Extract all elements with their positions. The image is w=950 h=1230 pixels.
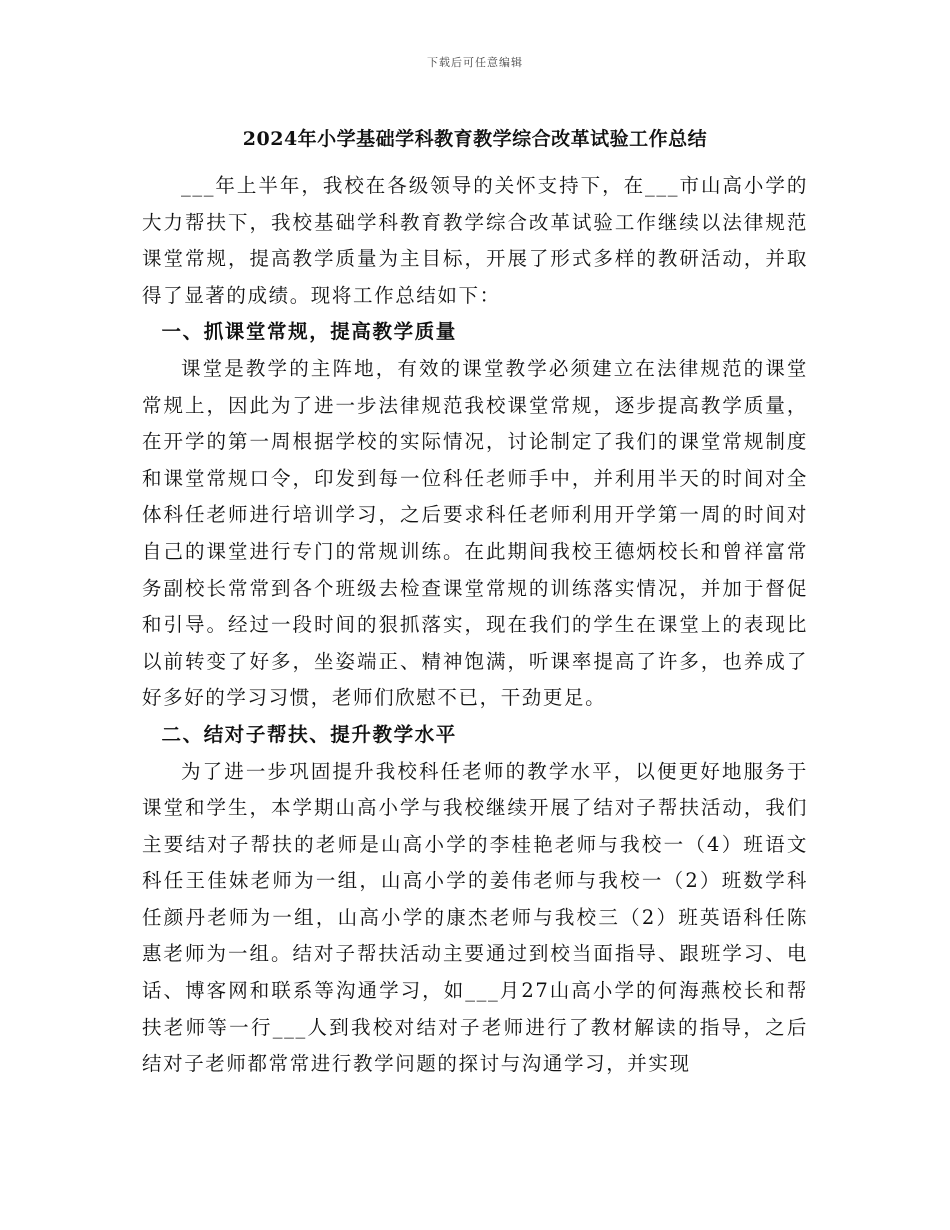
intro-paragraph: ___年上半年，我校在各级领导的关怀支持下，在___市山高小学的大力帮扶下，我校基础学科教育教学综合改革试验工作继续以法律规范课堂常规，提高教学质量为主目标，开展了形式多样的教研活动，并取得了显著的成绩。现将工作总结如下：	[142, 174, 808, 307]
document-body	[142, 168, 808, 1083]
header-note: 下载后可任意编辑	[427, 56, 523, 69]
section-heading-2: 二、结对子帮扶、提升教学水平	[161, 722, 457, 746]
document-title: 2024年小学基础学科教育教学综合改革试验工作总结	[242, 128, 708, 150]
section-heading-1: 一、抓课堂常规，提高教学质量	[161, 320, 457, 344]
section-body-2: 为了进一步巩固提升我校科任老师的教学水平，以便更好地服务于课堂和学生，本学期山高小学与我校继续开展了结对子帮扶活动，我们主要结对子帮扶的老师是山高小学的李桂艳老师与我校一（4）班语文科任王佳妹老师为一组，山高小学的姜伟老师与我校一（2）班数学科任颜丹老师为一组，山高小学的康杰老师与我校三（2）班英语科任陈惠老师为一组。结对子帮扶活动主要通过到校当面指导、跟班学习、电话、博客网和联系等沟通学习，如___月27山高小学的何海燕校长和帮扶老师等一行___人到我校对结对子老师进行了教材解读的指导，之后结对子老师都常常进行教学问题的探讨与沟通学习，并实现	[142, 759, 808, 1076]
section-body-1: 课堂是教学的主阵地，有效的课堂教学必须建立在法律规范的课堂常规上，因此为了进一步法律规范我校课堂常规，逐步提高教学质量，在开学的第一周根据学校的实际情况，讨论制定了我们的课堂常规制度和课堂常规口令，印发到每一位科任老师手中，并利用半天的时间对全体科任老师进行培训学习，之后要求科任老师利用开学第一周的时间对自己的课堂进行专门的常规训练。在此期间我校王德炳校长和曾祥富常务副校长常常到各个班级去检查课堂常规的训练落实情况，并加于督促和引导。经过一段时间的狠抓落实，现在我们的学生在课堂上的表现比以前转变了好多，坐姿端正、精神饱满，听课率提高了许多，也养成了好多好的学习习惯，老师们欣慰不已，干劲更足。	[142, 356, 808, 710]
